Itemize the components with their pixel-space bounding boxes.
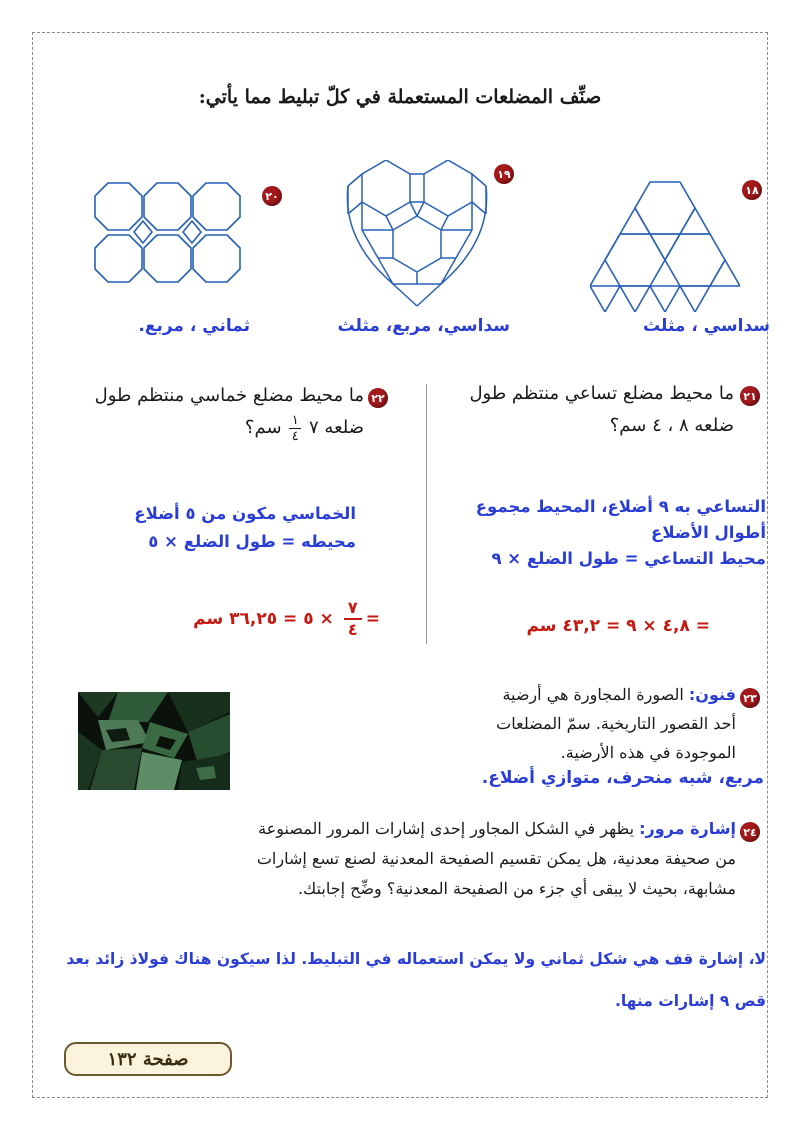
answer-22-line2: محيطه = طول الضلع × ٥ <box>148 532 356 551</box>
answer-21-line3: محيط التساعي = طول الضلع × ٩ <box>491 549 766 568</box>
question-24-line2: من صحيفة معدنية، هل يمكن تقسيم الصفيحة المعدنية لصنع تسع إشارات <box>256 849 736 868</box>
answer-21-result: = ٤,٨ × ٩ = ٤٣,٢ سم <box>526 616 710 636</box>
question-24-line1: يظهر في الشكل المجاور إحدى إشارات المرور المصنوعة <box>258 819 635 838</box>
question-23-line3: الموجودة في هذه الأرضية. <box>560 743 736 762</box>
question-22-whole: ٧ <box>309 417 319 438</box>
answer-18: سداسي ، مثلث <box>643 316 770 336</box>
answer-24 <box>36 938 766 1022</box>
question-23 <box>440 680 736 767</box>
tessellation-20-figure <box>94 182 242 284</box>
answer-20: ثماني ، مربع. <box>138 316 250 336</box>
answer-22 <box>64 500 356 556</box>
exercise-24-badge: ٢٤ <box>740 822 760 842</box>
answer-22-result-fraction <box>344 600 362 638</box>
answer-23: مربع، شبه منحرف، متوازي أضلاع. <box>481 768 764 788</box>
exercise-20-badge: ٢٠ <box>262 186 282 206</box>
exercise-21-badge: ٢١ <box>740 386 760 406</box>
tessellation-19-figure <box>342 160 492 308</box>
fraction-denominator: ٤ <box>291 428 299 444</box>
answer-21 <box>440 494 766 572</box>
exercise-18-badge: ١٨ <box>742 180 762 200</box>
question-24 <box>160 814 736 904</box>
question-24-label: إشارة مرور: <box>639 819 736 838</box>
fraction-numerator: ٧ <box>347 598 358 617</box>
question-22-fraction <box>289 414 301 443</box>
question-22-line2 <box>64 412 364 444</box>
answer-22-result <box>140 600 380 638</box>
fraction-numerator: ١ <box>291 412 299 428</box>
answer-22-result-suffix: × ٥ = ٣٦,٢٥ سم <box>193 609 334 629</box>
question-21-line2: ضلعه ٨ ، ٤ سم؟ <box>609 415 734 436</box>
exercise-23-badge: ٢٣ <box>740 688 760 708</box>
tessellation-18-figure <box>590 176 740 312</box>
answer-24-line2: قص ٩ إشارات منها. <box>614 992 766 1010</box>
question-23-line2: أحد القصور التاريخية. سمّ المضلعات <box>496 714 736 733</box>
answer-19: سداسي، مربع، مثلث <box>337 316 510 336</box>
question-22-prefix: ضلعه <box>324 417 364 438</box>
column-divider <box>426 384 427 644</box>
exercise-22-badge: ٢٢ <box>368 388 388 408</box>
page-number-label: صفحة ١٣٢ <box>64 1042 232 1076</box>
answer-22-result-prefix: = <box>365 609 380 629</box>
question-21-line1: ما محيط مضلع تساعي منتظم طول <box>469 383 734 404</box>
exercise-19-badge: ١٩ <box>494 164 514 184</box>
fraction-denominator: ٤ <box>347 620 358 639</box>
answer-24-line1: لا، إشارة قف هي شكل ثماني ولا يمكن استعماله في التبليط. لذا سيكون هناك فولاذ زائد بعد <box>66 950 766 968</box>
question-23-label: فنون: <box>688 685 736 704</box>
page-title: صنِّف المضلعات المستعملة في كلّ تبليط مما يأتي: <box>198 86 602 108</box>
palace-floor-photo <box>78 692 230 790</box>
question-21 <box>440 378 734 442</box>
question-22-suffix: سم؟ <box>244 417 282 438</box>
answer-21-line1: التساعي به ٩ أضلاع، المحيط مجموع <box>475 497 766 516</box>
question-24-line3: مشابهة، بحيث لا يبقى أي جزء من الصفيحة المعدنية؟ وضِّح إجابتك. <box>297 879 736 898</box>
answer-22-line1: الخماسي مكون من ٥ أضلاع <box>134 504 356 523</box>
question-22-line1: ما محيط مضلع خماسي منتظم طول <box>94 385 364 406</box>
answer-21-line2: أطوال الأضلاع <box>651 523 766 542</box>
question-22 <box>64 380 364 444</box>
question-23-line1: الصورة المجاورة هي أرضية <box>502 685 684 704</box>
